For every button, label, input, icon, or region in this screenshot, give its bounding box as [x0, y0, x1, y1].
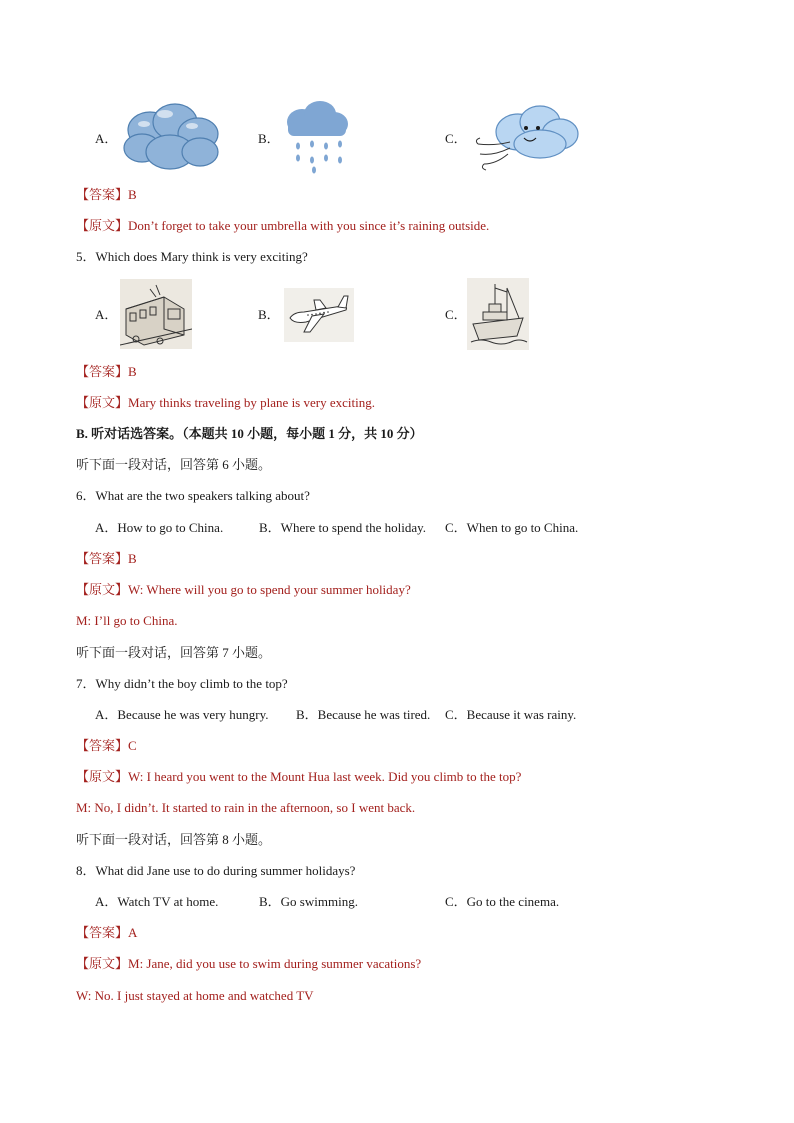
answer-tag: 【答案】: [76, 925, 129, 940]
q7-script: [76, 768, 521, 786]
q7-script-line-2: M: No, I didn’t. It started to rain in the afternoon, so I went back.: [76, 800, 416, 815]
script-text: W: I heard you went to the Mount Hua last week. Did you climb to the top?: [128, 769, 522, 784]
q6-option-a: A．How to go to China.: [95, 520, 224, 535]
q8-option-a: A．Watch TV at home.: [95, 894, 219, 909]
q4-answer: [76, 186, 137, 204]
q7-option-b: B．Because he was tired.: [296, 707, 431, 722]
q6-intro: 听下面一段对话，回答第 6 小题。: [76, 457, 272, 472]
answer-value: A: [128, 925, 138, 940]
answer-tag: 【答案】: [76, 738, 129, 753]
q5-option-c-letter: C．: [445, 307, 467, 322]
script-tag: 【原文】: [76, 395, 129, 410]
q4-option-c-letter: C．: [445, 131, 467, 146]
script-tag: 【原文】: [76, 582, 129, 597]
q5-option-a-letter: A．: [95, 307, 118, 322]
q8-option-b: B．Go swimming.: [259, 894, 358, 909]
q8-option-c: C．Go to the cinema.: [445, 894, 560, 909]
answer-tag: 【答案】: [76, 551, 129, 566]
q8-intro: 听下面一段对话，回答第 8 小题。: [76, 832, 272, 847]
script-text: M: Jane, did you use to swim during summer vacations?: [128, 956, 422, 971]
answer-value: B: [128, 551, 137, 566]
script-tag: 【原文】: [76, 218, 129, 233]
q6-script: [76, 581, 411, 599]
ship-icon: [467, 278, 529, 350]
answer-tag: 【答案】: [76, 364, 129, 379]
q8-answer: [76, 924, 137, 942]
windy-cloud-icon: [470, 98, 582, 176]
q6-script-line-2: M: I’ll go to China.: [76, 613, 178, 628]
answer-value: C: [128, 738, 137, 753]
q5-script: [76, 394, 375, 412]
script-text: Don’t forget to take your umbrella with you since it’s raining outside.: [128, 218, 490, 233]
q4-option-b-letter: B．: [258, 131, 280, 146]
q5-question: 5．Which does Mary think is very exciting?: [76, 249, 308, 264]
q8-script-line-2: W: No. I just stayed at home and watched TV: [76, 988, 314, 1003]
q8-question: 8．What did Jane use to do during summer holidays?: [76, 863, 356, 878]
script-tag: 【原文】: [76, 769, 129, 784]
answer-value: B: [128, 187, 137, 202]
q7-intro: 听下面一段对话，回答第 7 小题。: [76, 645, 272, 660]
q6-option-b: B．Where to spend the holiday.: [259, 520, 427, 535]
answer-value: B: [128, 364, 137, 379]
q4-script: [76, 217, 489, 235]
q5-option-b-letter: B．: [258, 307, 280, 322]
script-tag: 【原文】: [76, 956, 129, 971]
q6-answer: [76, 550, 137, 568]
script-text: Mary thinks traveling by plane is very exciting.: [128, 395, 375, 410]
cloudy-icon: [120, 100, 222, 172]
train-icon: [120, 279, 192, 349]
q8-script: [76, 955, 421, 973]
q7-answer: [76, 737, 137, 755]
rain-icon: [284, 100, 350, 174]
q5-answer: [76, 363, 137, 381]
q4-option-a-letter: A．: [95, 131, 118, 146]
airplane-icon: [284, 288, 354, 342]
q7-option-c: C．Because it was rainy.: [445, 707, 577, 722]
script-text: W: Where will you go to spend your summer holiday?: [128, 582, 411, 597]
section-b-heading: B. 听对话选答案。（本题共 10 小题，每小题 1 分，共 10 分）: [76, 426, 423, 441]
answer-tag: 【答案】: [76, 187, 129, 202]
q6-option-c: C．When to go to China.: [445, 520, 579, 535]
q7-option-a: A．Because he was very hungry.: [95, 707, 269, 722]
q6-question: 6．What are the two speakers talking about?: [76, 488, 310, 503]
q7-question: 7．Why didn’t the boy climb to the top?: [76, 676, 288, 691]
